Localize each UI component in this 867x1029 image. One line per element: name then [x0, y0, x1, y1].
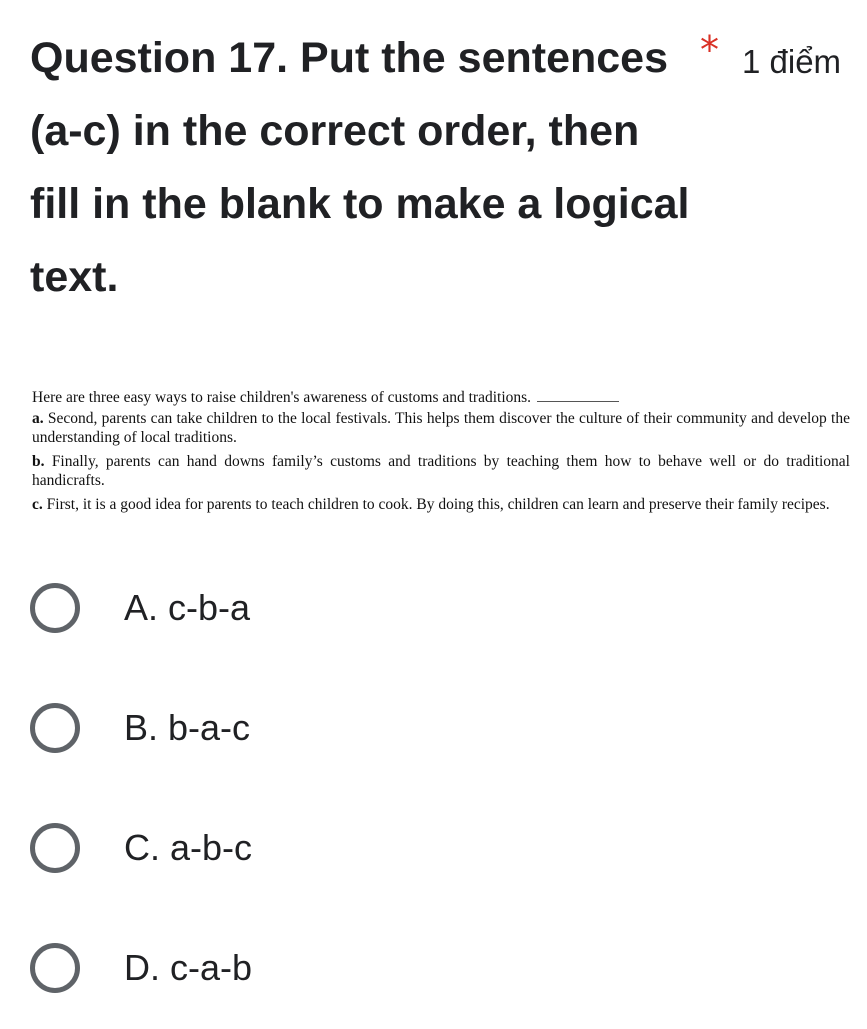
points-label: 1 điểm: [742, 43, 842, 80]
radio-button-icon[interactable]: [30, 583, 80, 633]
sentence-text: First, it is a good idea for parents to teach children to cook. By doing this, children can learn and preserve their family recipes.: [46, 495, 830, 513]
sentence-letter: b.: [32, 452, 45, 470]
radio-button-icon[interactable]: [30, 943, 80, 993]
option-label[interactable]: B. b-a-c: [124, 707, 251, 748]
option-label[interactable]: A. c-b-a: [124, 587, 251, 628]
option-c[interactable]: [30, 816, 530, 880]
sentence-text: Finally, parents can hand downs family’s customs and traditions by teaching them how to behave well or do traditional handicrafts.: [32, 452, 850, 489]
passage-intro-text: Here are three easy ways to raise children's awareness of customs and traditions.: [32, 389, 532, 406]
radio-button-icon[interactable]: [30, 703, 80, 753]
sentence-letter: a.: [32, 409, 44, 427]
question-title: Question 17. Put the sentences (a-c) in the correct order, then fill in the blank to make a logical text.: [30, 34, 690, 301]
option-label[interactable]: C. a-b-c: [124, 827, 253, 868]
question-passage-image: [32, 388, 850, 518]
passage-intro: [32, 388, 850, 408]
option-a[interactable]: [30, 576, 530, 640]
option-b[interactable]: [30, 696, 530, 760]
sentence-a: [32, 409, 850, 448]
sentence-b: [32, 452, 850, 491]
option-d[interactable]: [30, 936, 530, 1000]
radio-button-icon[interactable]: [30, 823, 80, 873]
fill-in-blank-line: [537, 389, 619, 402]
sentence-text: Second, parents can take children to the local festivals. This helps them discover the culture of their community and develop the understanding of local traditions.: [32, 409, 850, 446]
required-asterisk: *: [700, 28, 719, 72]
option-label[interactable]: D. c-a-b: [124, 947, 253, 988]
sentence-c: [32, 495, 850, 515]
sentence-letter: c.: [32, 495, 43, 513]
